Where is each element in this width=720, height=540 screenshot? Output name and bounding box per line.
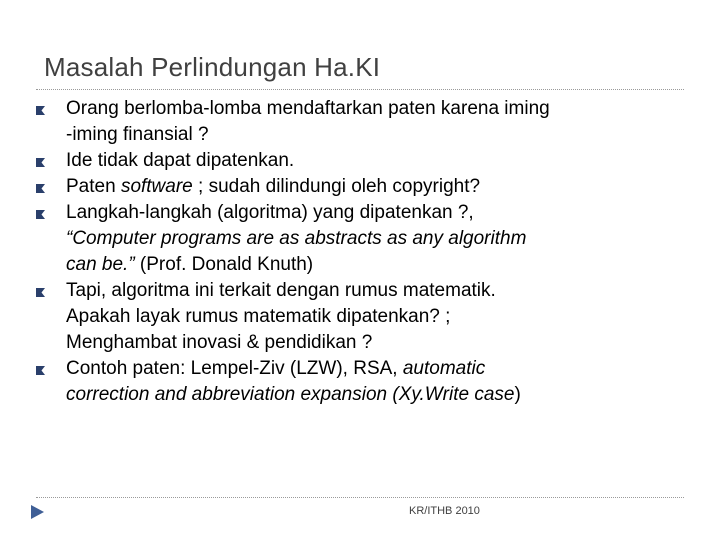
bullet-text-line: Menghambat inovasi & pendidikan ? [66,332,373,353]
quote-attribution: (Prof. Donald Knuth) [134,254,314,275]
bullet-text-segment: ; sudah dilindungi oleh copyright? [192,176,481,197]
bullet-text-line: Ide tidak dapat dipatenkan. [66,150,295,171]
bullet-text-line: Tapi, algoritma ini terkait dengan rumus matematik. [66,280,496,301]
bullet-text-segment: ) [514,384,521,405]
flag-bullet-icon [36,366,46,375]
knuth-quote-line: “Computer programs are as abstracts as any algorithm [66,228,527,249]
flag-bullet-icon [36,288,46,297]
title-divider [36,89,684,90]
footer-divider [36,497,684,498]
bullet-item-2 [36,148,676,174]
flag-bullet-icon [36,184,46,193]
bullet-text-italic: software [120,176,193,197]
footer-credit: KR/ITHB 2010 [409,505,480,517]
slide-title: Masalah Perlindungan Ha.KI [44,52,381,82]
bullet-text-segment: Contoh paten: Lempel-Ziv (LZW), RSA, [66,358,403,379]
knuth-quote-line: can be.” [66,254,135,275]
bullet-item-4 [36,200,676,278]
bullet-text-line: Langkah-langkah (algoritma) yang dipatenkan ?, [66,202,474,223]
bullet-item-1 [36,96,676,148]
flag-bullet-icon [36,106,46,115]
bullet-list [36,96,676,408]
bullet-text-italic: correction and abbreviation expansion (Xy.Write case [66,384,515,405]
bullet-item-6 [36,356,676,408]
bullet-text-line: -iming finansial ? [66,124,209,145]
bullet-text-line: Orang berlomba-lomba mendaftarkan paten karena iming [66,98,550,119]
flag-bullet-icon [36,210,46,219]
bullet-text-segment: Paten [66,176,121,197]
flag-bullet-icon [36,158,46,167]
bullet-text-line: Apakah layak rumus matematik dipatenkan? ; [66,306,451,327]
bullet-item-3 [36,174,676,200]
play-arrow-icon[interactable] [30,504,46,520]
bullet-item-5 [36,278,676,356]
bullet-text-italic: automatic [402,358,486,379]
